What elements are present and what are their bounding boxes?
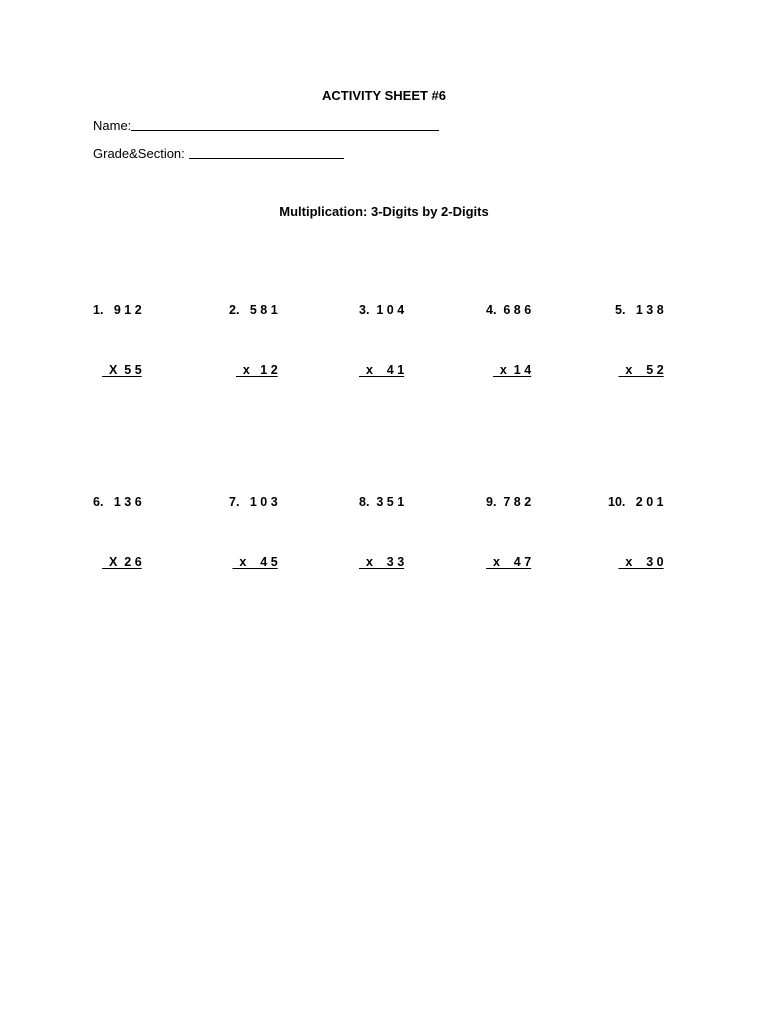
problem-8 xyxy=(359,452,404,612)
problem-2 xyxy=(229,260,278,420)
problem-multiplicand: 1. 9 1 2 xyxy=(93,303,142,317)
problem-multiplicand: 10. 2 0 1 xyxy=(608,495,664,509)
problem-multiplier: X 2 6 xyxy=(102,555,142,569)
name-field xyxy=(93,118,439,133)
problem-multiplicand: 4. 6 8 6 xyxy=(486,303,532,317)
problem-multiplicand: 8. 3 5 1 xyxy=(359,495,405,509)
problem-multiplicand: 6. 1 3 6 xyxy=(93,495,142,509)
problem-multiplier: X 5 5 xyxy=(102,363,142,377)
problem-5 xyxy=(615,260,664,420)
problem-multiplicand: 9. 7 8 2 xyxy=(486,495,532,509)
name-label: Name: xyxy=(93,118,132,133)
problem-multiplicand: 2. 5 8 1 xyxy=(229,303,278,317)
problem-7 xyxy=(229,452,278,612)
grade-section-field xyxy=(93,146,344,161)
name-blank-line xyxy=(131,118,439,131)
sheet-subtitle: Multiplication: 3-Digits by 2-Digits xyxy=(279,204,489,219)
sheet-title: ACTIVITY SHEET #6 xyxy=(321,88,446,103)
problem-multiplier: x 3 3 xyxy=(359,555,405,569)
problem-3 xyxy=(359,260,404,420)
grade-section-label: Grade&Section: xyxy=(93,146,185,161)
problem-10 xyxy=(608,452,664,612)
problem-multiplier: x 4 1 xyxy=(359,363,405,377)
problem-multiplier: x 4 5 xyxy=(232,555,278,569)
problem-6 xyxy=(93,452,142,612)
problem-multiplicand: 3. 1 0 4 xyxy=(359,303,405,317)
problem-multiplier: x 1 4 xyxy=(492,363,532,377)
grade-section-blank-line xyxy=(189,146,344,159)
problem-multiplier: x 4 7 xyxy=(486,555,532,569)
problem-multiplier: x 1 2 xyxy=(235,363,278,377)
problem-multiplier: x 3 0 xyxy=(618,555,664,569)
problem-multiplicand: 5. 1 3 8 xyxy=(615,303,664,317)
problem-multiplier: x 5 2 xyxy=(618,363,664,377)
problem-9 xyxy=(486,452,531,612)
problem-1 xyxy=(93,260,142,420)
problem-4 xyxy=(486,260,531,420)
problem-multiplicand: 7. 1 0 3 xyxy=(229,495,278,509)
